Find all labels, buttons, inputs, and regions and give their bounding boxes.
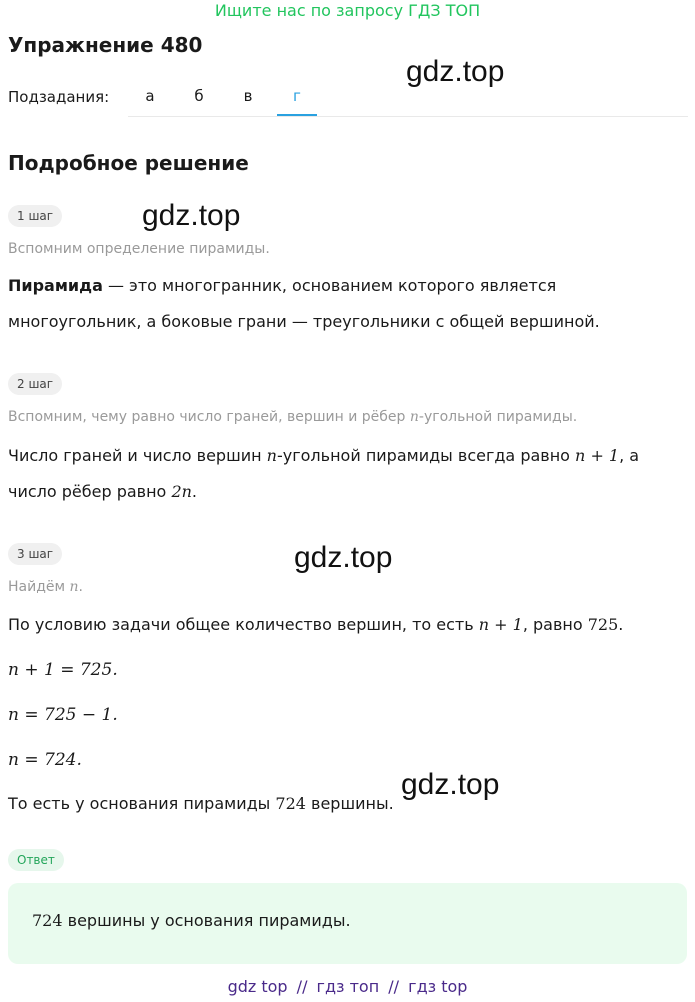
text-fragment: По условию задачи общее количество вершин, то есть <box>8 615 479 634</box>
text-fragment: — это многогранник, основанием которого является <box>102 276 557 295</box>
step-badge: 1 шаг <box>8 205 62 227</box>
footer-separator: // <box>388 977 400 996</box>
search-banner: Ищите нас по запросу ГДЗ ТОП <box>214 1 481 20</box>
footer-link[interactable]: gdz top <box>227 977 288 996</box>
step-text <box>8 268 556 304</box>
step-text <box>8 786 394 822</box>
math-expr: n + 1 <box>478 615 523 634</box>
text-fragment: . <box>618 615 624 634</box>
answer-box <box>8 883 687 964</box>
step-hint <box>8 579 83 595</box>
math-number: 725 <box>587 615 619 634</box>
step-text <box>8 607 623 643</box>
step-badge: 3 шаг <box>8 543 62 565</box>
text-fragment: . <box>191 482 198 501</box>
text-fragment: Вспомним, чему равно число граней, вершин и рёбер <box>8 409 410 425</box>
equation: n = 724. <box>8 750 82 770</box>
step-text <box>8 438 639 474</box>
tab-g[interactable]: г <box>277 80 317 116</box>
page-title: Упражнение 480 <box>8 33 203 57</box>
text-fragment: Число граней и число вершин <box>8 446 267 465</box>
tab-v[interactable]: в <box>243 87 253 105</box>
watermark: gdz.top <box>294 541 393 574</box>
watermark: gdz.top <box>406 55 505 88</box>
step-text <box>8 474 197 510</box>
tab-b[interactable]: б <box>194 87 204 105</box>
watermark: gdz.top <box>142 199 241 232</box>
equation: n + 1 = 725. <box>8 660 118 680</box>
step-hint: Вспомним определение пирамиды. <box>8 241 270 257</box>
step-hint <box>8 409 577 425</box>
math-var: n <box>266 446 277 465</box>
text-fragment: -угольной пирамиды всегда равно <box>276 446 576 465</box>
footer-link[interactable]: гдз top <box>408 977 468 996</box>
text-fragment: -угольной пирамиды. <box>418 409 578 425</box>
subtasks-label: Подзадания: <box>8 88 110 106</box>
math-expr: 2n <box>171 482 192 501</box>
text-fragment: . <box>78 579 83 595</box>
subtask-tabs <box>128 80 688 117</box>
math-var: n <box>69 579 79 595</box>
equation: n = 725 − 1. <box>8 705 118 725</box>
answer-text <box>32 911 351 930</box>
text-fragment: Найдём <box>8 579 70 595</box>
text-fragment: вершины у основания пирамиды. <box>62 911 351 930</box>
term-bold: Пирамида <box>8 276 103 295</box>
step-badge: 2 шаг <box>8 373 62 395</box>
text-fragment: число рёбер равно <box>8 482 172 501</box>
answer-badge: Ответ <box>8 849 64 871</box>
solution-title: Подробное решение <box>8 151 249 175</box>
watermark: gdz.top <box>401 768 500 801</box>
footer-link[interactable]: гдз топ <box>316 977 380 996</box>
text-fragment: вершины. <box>305 794 394 813</box>
footer-links <box>0 977 695 996</box>
math-number: 724 <box>32 911 63 930</box>
math-var: n <box>409 409 419 425</box>
text-fragment: , а <box>619 446 640 465</box>
footer-separator: // <box>296 977 308 996</box>
text-fragment: , равно <box>522 615 588 634</box>
tab-a[interactable]: а <box>145 87 155 105</box>
step-text: многоугольник, а боковые грани — треугольники с общей вершиной. <box>8 312 600 331</box>
math-number: 724 <box>275 794 306 813</box>
text-fragment: То есть у основания пирамиды <box>8 794 276 813</box>
math-expr: n + 1 <box>575 446 620 465</box>
